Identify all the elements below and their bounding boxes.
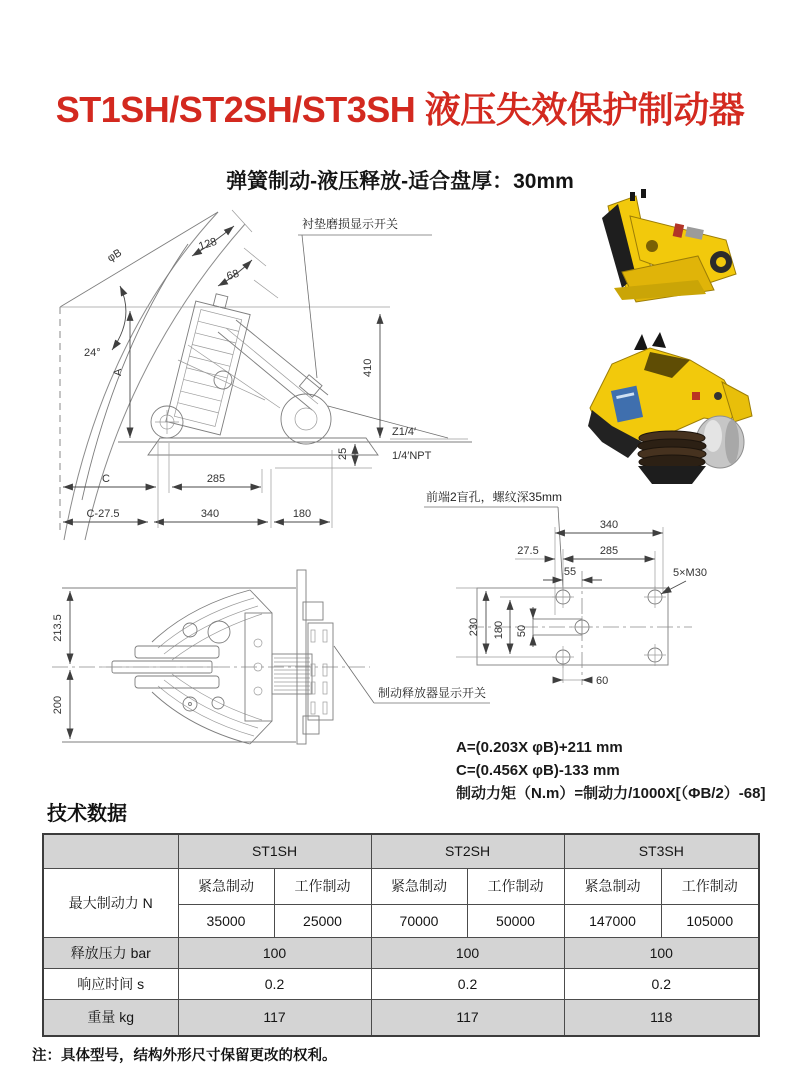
row-label-release-pressure: 释放压力 bar xyxy=(43,937,178,968)
reference-lines xyxy=(52,588,370,742)
value-cell: 147000 xyxy=(564,904,661,937)
brake-caliper-front xyxy=(102,570,333,744)
dim-disc-diameter: φB xyxy=(105,246,124,265)
subheader-emergency: 紧急制动 xyxy=(178,868,274,904)
brake-photo-with-spring xyxy=(588,332,752,484)
value-cell: 100 xyxy=(178,937,371,968)
disc-arcs xyxy=(64,210,278,540)
release-switch-label: 制动释放器显示开关 xyxy=(378,686,487,700)
blind-hole-label: 前端2盲孔，螺纹深35mm xyxy=(426,490,563,504)
value-cell: 0.2 xyxy=(564,968,759,999)
value-cell: 0.2 xyxy=(371,968,564,999)
value-cell: 117 xyxy=(371,999,564,1036)
dim-arc-68: 68 xyxy=(225,267,241,283)
value-cell: 105000 xyxy=(661,904,759,937)
dim-200: 200 xyxy=(52,695,64,715)
dim-60: 60 xyxy=(596,675,609,687)
dim-230: 230 xyxy=(468,617,480,637)
port-npt-label: 1/4′NPT xyxy=(392,450,432,462)
release-switch-callout xyxy=(334,646,490,703)
dim-c-minus: C-27.5 xyxy=(86,508,120,520)
dim-27-5: 27.5 xyxy=(517,545,539,557)
value-cell: 70000 xyxy=(371,904,467,937)
formula-torque: 制动力矩（N.m）=制动力/1000X[（ΦB/2）-68] xyxy=(456,785,766,802)
table-corner-cell xyxy=(43,834,178,868)
value-cell: 118 xyxy=(564,999,759,1036)
row-label-response-time: 响应时间 s xyxy=(43,968,178,999)
col-header-st1sh: ST1SH xyxy=(178,834,371,868)
technical-data-table xyxy=(42,833,760,1037)
subtitle: 弹簧制动-液压释放-适合盘厚：30mm xyxy=(226,170,574,193)
value-cell: 100 xyxy=(564,937,759,968)
col-header-st3sh: ST3SH xyxy=(564,834,759,868)
value-cell: 100 xyxy=(371,937,564,968)
front-view-drawing xyxy=(40,558,500,763)
formula-c: C=(0.456X φB)-133 mm xyxy=(456,762,620,779)
sizing-formulas xyxy=(456,736,765,805)
wear-switch-callout xyxy=(298,216,432,378)
dim-213-5: 213.5 xyxy=(52,614,64,642)
row-label-max-braking-force: 最大制动力 N xyxy=(43,868,178,937)
dim-285: 285 xyxy=(599,545,619,557)
section-title-technical-data: 技术数据 xyxy=(47,803,127,825)
dim-height-410: 410 xyxy=(362,358,374,377)
dimensions xyxy=(52,591,70,739)
dimensions xyxy=(63,226,468,528)
subheader-emergency: 紧急制动 xyxy=(371,868,467,904)
subheader-service: 工作制动 xyxy=(661,868,759,904)
dim-180: 180 xyxy=(292,508,312,520)
formula-a: A=(0.203X φB)+211 mm xyxy=(456,739,623,756)
product-photo-top xyxy=(578,188,753,318)
subheader-emergency: 紧急制动 xyxy=(564,868,661,904)
dim-50: 50 xyxy=(516,624,528,638)
row-label-weight: 重量 kg xyxy=(43,999,178,1036)
dim-340: 340 xyxy=(200,508,220,520)
value-cell: 25000 xyxy=(274,904,371,937)
footer-note: 注：具体型号，结构外形尺寸保留更改的权利。 xyxy=(32,1048,337,1064)
value-cell: 117 xyxy=(178,999,371,1036)
subheader-service: 工作制动 xyxy=(467,868,564,904)
subheader-service: 工作制动 xyxy=(274,868,371,904)
dim-340: 340 xyxy=(599,519,619,531)
port-z-label: Z1/4′ xyxy=(392,426,417,438)
brake-photo-angled xyxy=(602,189,736,302)
dim-55: 55 xyxy=(563,566,577,578)
dimensions xyxy=(468,519,707,687)
dim-offset-25: 25 xyxy=(337,447,349,460)
col-header-st2sh: ST2SH xyxy=(371,834,564,868)
dim-c: C xyxy=(102,473,110,485)
value-cell: 35000 xyxy=(178,904,274,937)
thread-spec-label: 5×M30 xyxy=(673,567,707,579)
dim-285: 285 xyxy=(206,473,226,485)
dim-height-a: A xyxy=(112,368,124,376)
product-photo-bottom xyxy=(572,330,762,495)
page-title: ST1SH/ST2SH/ST3SH 液压失效保护制动器 xyxy=(55,89,745,130)
value-cell: 50000 xyxy=(467,904,564,937)
dim-arc-128: 128 xyxy=(197,235,219,253)
value-cell: 0.2 xyxy=(178,968,371,999)
wear-switch-label: 衬垫磨损显示开关 xyxy=(302,217,399,231)
dim-180: 180 xyxy=(493,620,505,640)
dim-angle: 24° xyxy=(84,347,101,359)
